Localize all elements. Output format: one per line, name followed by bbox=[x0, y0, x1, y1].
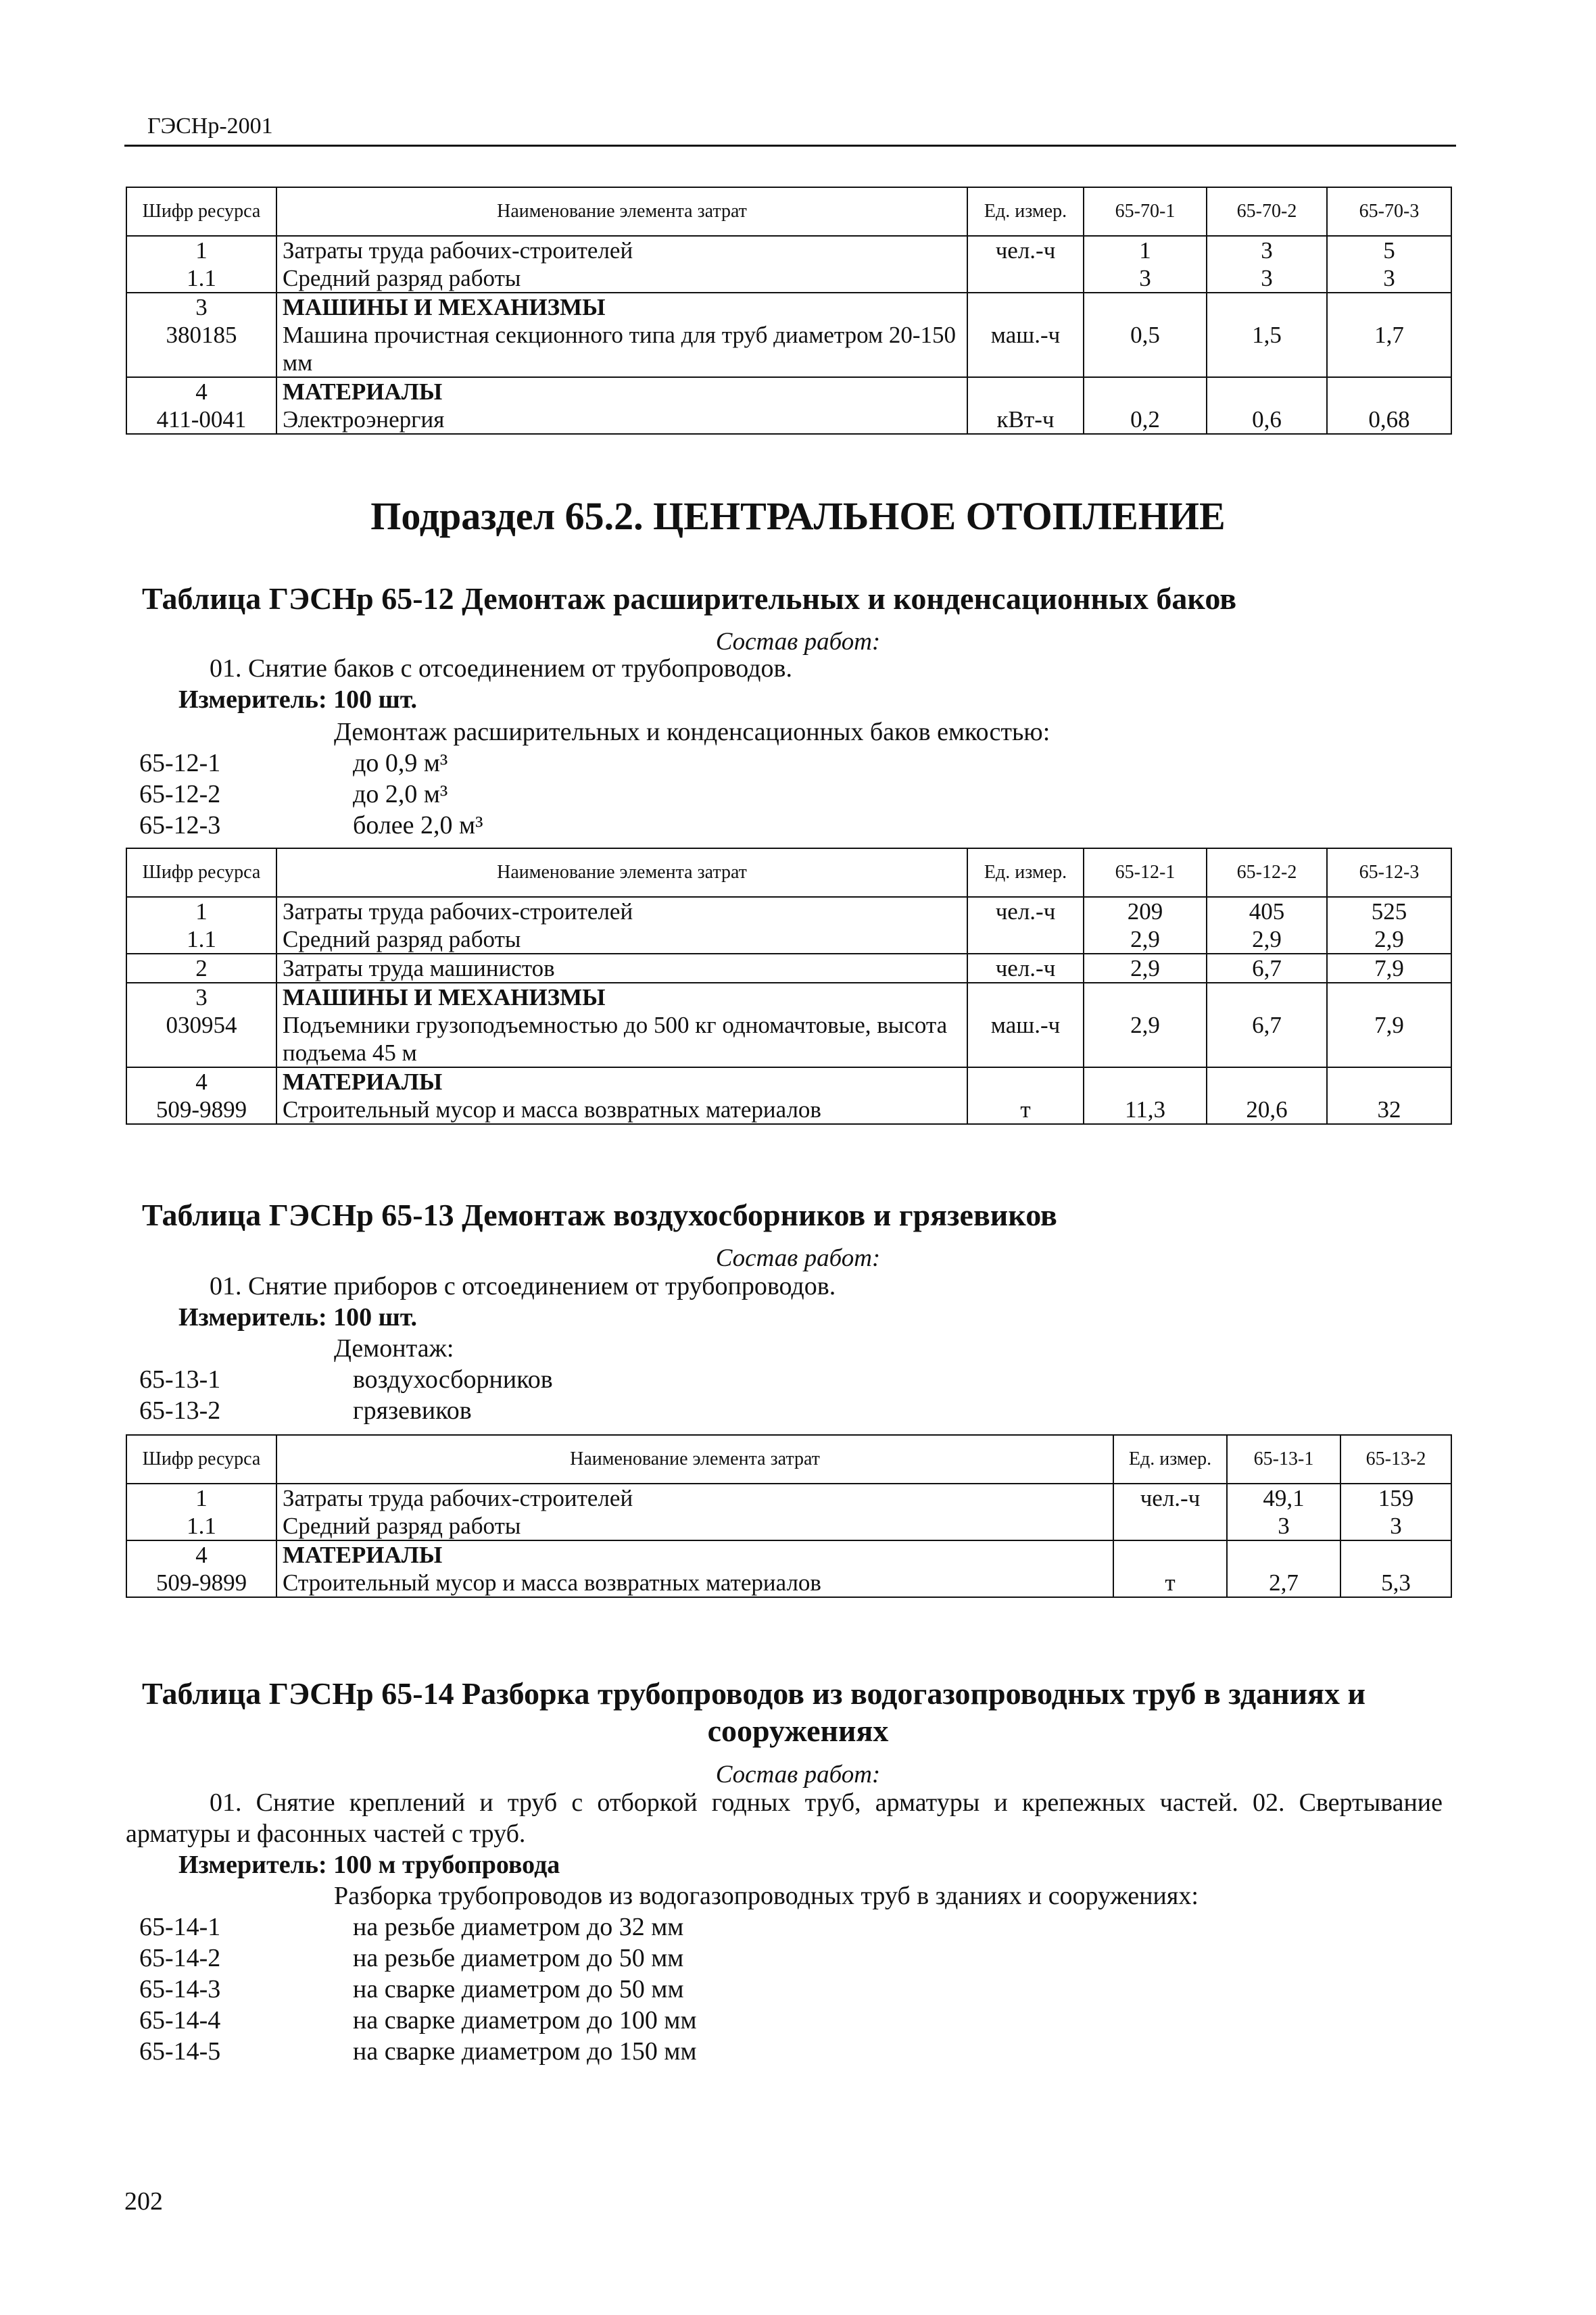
value-cell: 209 bbox=[1127, 898, 1163, 925]
item-code: 65-14-2 bbox=[139, 1944, 221, 1972]
item-code: 65-14-5 bbox=[139, 2037, 221, 2066]
header-rule bbox=[124, 145, 1456, 147]
table-title-continued: сооружениях bbox=[707, 1713, 889, 1748]
item-code: 65-14-3 bbox=[139, 1975, 221, 2003]
value-cell: 7,9 bbox=[1327, 983, 1451, 1067]
value-cell: 2,9 bbox=[1252, 926, 1282, 952]
resource-code: 380185 bbox=[166, 322, 237, 348]
table-title: Таблица ГЭСНр 65-12 Демонтаж расширительных и конденсационных баков bbox=[142, 581, 1237, 616]
resource-table-65-13 bbox=[126, 1434, 1452, 1598]
item-code: 65-13-1 bbox=[139, 1365, 221, 1394]
item-text: грязевиков bbox=[353, 1396, 472, 1425]
item-text: на сварке диаметром до 50 мм bbox=[353, 1975, 684, 2003]
value-cell: 0,68 bbox=[1327, 377, 1451, 434]
value-cell: 2,9 bbox=[1130, 926, 1160, 952]
table-row bbox=[126, 897, 1451, 954]
table-row bbox=[126, 1484, 1451, 1540]
group-heading: МАТЕРИАЛЫ bbox=[283, 1542, 443, 1568]
resource-code: 3 bbox=[195, 294, 208, 320]
value-cell: 159 bbox=[1378, 1485, 1414, 1511]
col-header-value: 65-12-1 bbox=[1084, 848, 1207, 897]
cost-element-name: Средний разряд работы bbox=[283, 926, 521, 952]
resource-code: 4 bbox=[195, 1069, 208, 1095]
item-code: 65-12-2 bbox=[139, 780, 221, 808]
resource-code: 509-9899 bbox=[155, 1569, 247, 1596]
group-heading: МАШИНЫ И МЕХАНИЗМЫ bbox=[283, 984, 606, 1010]
resource-code: 1 bbox=[195, 1485, 208, 1511]
cost-element-name: Подъемники грузоподъемностью до 500 кг одномачтовые, высота подъема 45 м bbox=[283, 1012, 948, 1066]
cost-element-name: Строительный мусор и масса возвратных материалов bbox=[283, 1569, 821, 1596]
value-cell: 2,9 bbox=[1084, 983, 1207, 1067]
resource-table-65-12 bbox=[126, 848, 1452, 1125]
cost-element-name: Затраты труда рабочих-строителей bbox=[283, 237, 633, 264]
resource-code: 411-0041 bbox=[156, 406, 247, 433]
resource-code: 1 bbox=[195, 898, 208, 925]
measure-unit: Измеритель: 100 шт. bbox=[178, 685, 418, 714]
table-title: Таблица ГЭСНр 65-14 Разборка трубопроводов из водогазопроводных труб в зданиях и bbox=[142, 1676, 1366, 1711]
item-code: 65-12-3 bbox=[139, 811, 221, 839]
value-cell: 3 bbox=[1390, 1513, 1402, 1539]
resource-code: 1.1 bbox=[187, 265, 216, 291]
unit-cell: т bbox=[1113, 1540, 1227, 1597]
resource-code: 3 bbox=[195, 984, 208, 1010]
work-description: 01. Снятие баков с отсоединением от трубопроводов. bbox=[210, 654, 792, 683]
unit-cell: маш.-ч bbox=[967, 983, 1084, 1067]
cost-element-name: Строительный мусор и масса возвратных материалов bbox=[283, 1096, 821, 1123]
group-heading: МАТЕРИАЛЫ bbox=[283, 1069, 443, 1095]
table-header-row bbox=[126, 187, 1451, 236]
table-row bbox=[126, 1540, 1451, 1597]
col-header-value: 65-12-2 bbox=[1207, 848, 1327, 897]
value-cell: 0,6 bbox=[1207, 377, 1327, 434]
work-description: 01. Снятие приборов с отсоединением от трубопроводов. bbox=[210, 1272, 836, 1300]
item-code: 65-14-4 bbox=[139, 2006, 221, 2034]
work-composition-label: Состав работ: bbox=[715, 628, 881, 656]
items-intro: Демонтаж: bbox=[334, 1334, 454, 1363]
col-header-unit: Ед. измер. bbox=[1113, 1435, 1227, 1484]
value-cell: 405 bbox=[1249, 898, 1285, 925]
resource-table-65-70 bbox=[126, 187, 1452, 435]
value-cell: 2,7 bbox=[1227, 1540, 1340, 1597]
item-text: воздухосборников bbox=[353, 1365, 553, 1394]
unit-cell: т bbox=[967, 1067, 1084, 1124]
value-cell: 7,9 bbox=[1327, 954, 1451, 983]
cost-element-name: Электроэнергия bbox=[283, 406, 445, 433]
subsection-title: Подраздел 65.2. ЦЕНТРАЛЬНОЕ ОТОПЛЕНИЕ bbox=[370, 494, 1226, 538]
col-header-value: 65-70-1 bbox=[1084, 187, 1207, 236]
value-cell: 3 bbox=[1278, 1513, 1290, 1539]
page-number: 202 bbox=[124, 2187, 163, 2216]
work-composition-label: Состав работ: bbox=[715, 1244, 881, 1272]
value-cell: 32 bbox=[1327, 1067, 1451, 1124]
running-header: ГЭСНр-2001 bbox=[147, 114, 273, 139]
table-row bbox=[126, 1067, 1451, 1124]
item-text: до 0,9 м³ bbox=[353, 749, 448, 777]
col-header-name: Наименование элемента затрат bbox=[276, 1435, 1113, 1484]
cost-element-name: Машина прочистная секционного типа для труб диаметром 20-150 мм bbox=[283, 322, 956, 376]
col-header-code: Шифр ресурса bbox=[126, 848, 276, 897]
col-header-value: 65-12-3 bbox=[1327, 848, 1451, 897]
item-text: на резьбе диаметром до 50 мм bbox=[353, 1944, 684, 1972]
col-header-value: 65-70-3 bbox=[1327, 187, 1451, 236]
resource-code: 2 bbox=[126, 954, 276, 983]
col-header-code: Шифр ресурса bbox=[126, 187, 276, 236]
value-cell: 5,3 bbox=[1340, 1540, 1451, 1597]
value-cell: 3 bbox=[1139, 265, 1151, 291]
value-cell: 1,5 bbox=[1207, 293, 1327, 377]
table-row bbox=[126, 377, 1451, 434]
value-cell: 1,7 bbox=[1327, 293, 1451, 377]
group-heading: МАТЕРИАЛЫ bbox=[283, 379, 443, 405]
item-code: 65-12-1 bbox=[139, 749, 221, 777]
item-text: на сварке диаметром до 150 мм bbox=[353, 2037, 697, 2066]
value-cell: 20,6 bbox=[1207, 1067, 1327, 1124]
resource-code: 1 bbox=[195, 237, 208, 264]
cost-element-name: Затраты труда машинистов bbox=[276, 954, 967, 983]
value-cell: 3 bbox=[1261, 265, 1273, 291]
unit-cell: чел.-ч bbox=[1113, 1484, 1227, 1540]
item-code: 65-14-1 bbox=[139, 1913, 221, 1941]
items-intro: Разборка трубопроводов из водогазопроводных труб в зданиях и сооружениях: bbox=[334, 1882, 1199, 1910]
value-cell: 3 bbox=[1261, 237, 1273, 264]
value-cell: 3 bbox=[1383, 265, 1395, 291]
value-cell: 1 bbox=[1139, 237, 1151, 264]
work-composition-label: Состав работ: bbox=[715, 1761, 881, 1788]
value-cell: 0,2 bbox=[1084, 377, 1207, 434]
table-title: Таблица ГЭСНр 65-13 Демонтаж воздухосборников и грязевиков bbox=[142, 1198, 1057, 1232]
measure-unit: Измеритель: 100 шт. bbox=[178, 1303, 418, 1332]
col-header-unit: Ед. измер. bbox=[967, 848, 1084, 897]
item-code: 65-13-2 bbox=[139, 1396, 221, 1425]
table-row bbox=[126, 983, 1451, 1067]
value-cell: 6,7 bbox=[1207, 954, 1327, 983]
resource-code: 4 bbox=[195, 1542, 208, 1568]
value-cell: 0,5 bbox=[1084, 293, 1207, 377]
resource-code: 1.1 bbox=[187, 926, 216, 952]
unit-cell: кВт-ч bbox=[967, 377, 1084, 434]
item-text: более 2,0 м³ bbox=[353, 811, 483, 839]
value-cell: 11,3 bbox=[1084, 1067, 1207, 1124]
group-heading: МАШИНЫ И МЕХАНИЗМЫ bbox=[283, 294, 606, 320]
cost-element-name: Затраты труда рабочих-строителей bbox=[283, 1485, 633, 1511]
col-header-name: Наименование элемента затрат bbox=[276, 848, 967, 897]
items-intro: Демонтаж расширительных и конденсационных баков емкостью: bbox=[334, 718, 1050, 746]
unit-cell: чел.-ч bbox=[967, 897, 1084, 954]
work-description: 01. Снятие креплений и труб с отборкой годных труб, арматуры и крепежных частей. 02. Свертывание арматуры и фасонных частей с труб. bbox=[126, 1788, 1443, 1848]
cost-element-name: Средний разряд работы bbox=[283, 1513, 521, 1539]
value-cell: 525 bbox=[1371, 898, 1407, 925]
item-text: до 2,0 м³ bbox=[353, 780, 448, 808]
measure-unit: Измеритель: 100 м трубопровода bbox=[178, 1851, 560, 1879]
col-header-value: 65-13-1 bbox=[1227, 1435, 1340, 1484]
resource-code: 509-9899 bbox=[155, 1096, 247, 1123]
resource-code: 030954 bbox=[166, 1012, 237, 1038]
col-header-unit: Ед. измер. bbox=[967, 187, 1084, 236]
table-header-row bbox=[126, 1435, 1451, 1484]
table-row bbox=[126, 236, 1451, 293]
col-header-value: 65-13-2 bbox=[1340, 1435, 1451, 1484]
unit-cell: маш.-ч bbox=[967, 293, 1084, 377]
table-row bbox=[126, 954, 1451, 983]
table-row bbox=[126, 293, 1451, 377]
item-text: на резьбе диаметром до 32 мм bbox=[353, 1913, 684, 1941]
value-cell: 2,9 bbox=[1084, 954, 1207, 983]
value-cell: 2,9 bbox=[1374, 926, 1404, 952]
cost-element-name: Средний разряд работы bbox=[283, 265, 521, 291]
value-cell: 5 bbox=[1383, 237, 1395, 264]
value-cell: 49,1 bbox=[1263, 1485, 1305, 1511]
resource-code: 1.1 bbox=[187, 1513, 216, 1539]
col-header-value: 65-70-2 bbox=[1207, 187, 1327, 236]
item-text: на сварке диаметром до 100 мм bbox=[353, 2006, 697, 2034]
cost-element-name: Затраты труда рабочих-строителей bbox=[283, 898, 633, 925]
unit-cell: чел.-ч bbox=[967, 954, 1084, 983]
resource-code: 4 bbox=[195, 379, 208, 405]
table-header-row bbox=[126, 848, 1451, 897]
col-header-name: Наименование элемента затрат bbox=[276, 187, 967, 236]
value-cell: 6,7 bbox=[1207, 983, 1327, 1067]
unit-cell: чел.-ч bbox=[967, 236, 1084, 293]
col-header-code: Шифр ресурса bbox=[126, 1435, 276, 1484]
